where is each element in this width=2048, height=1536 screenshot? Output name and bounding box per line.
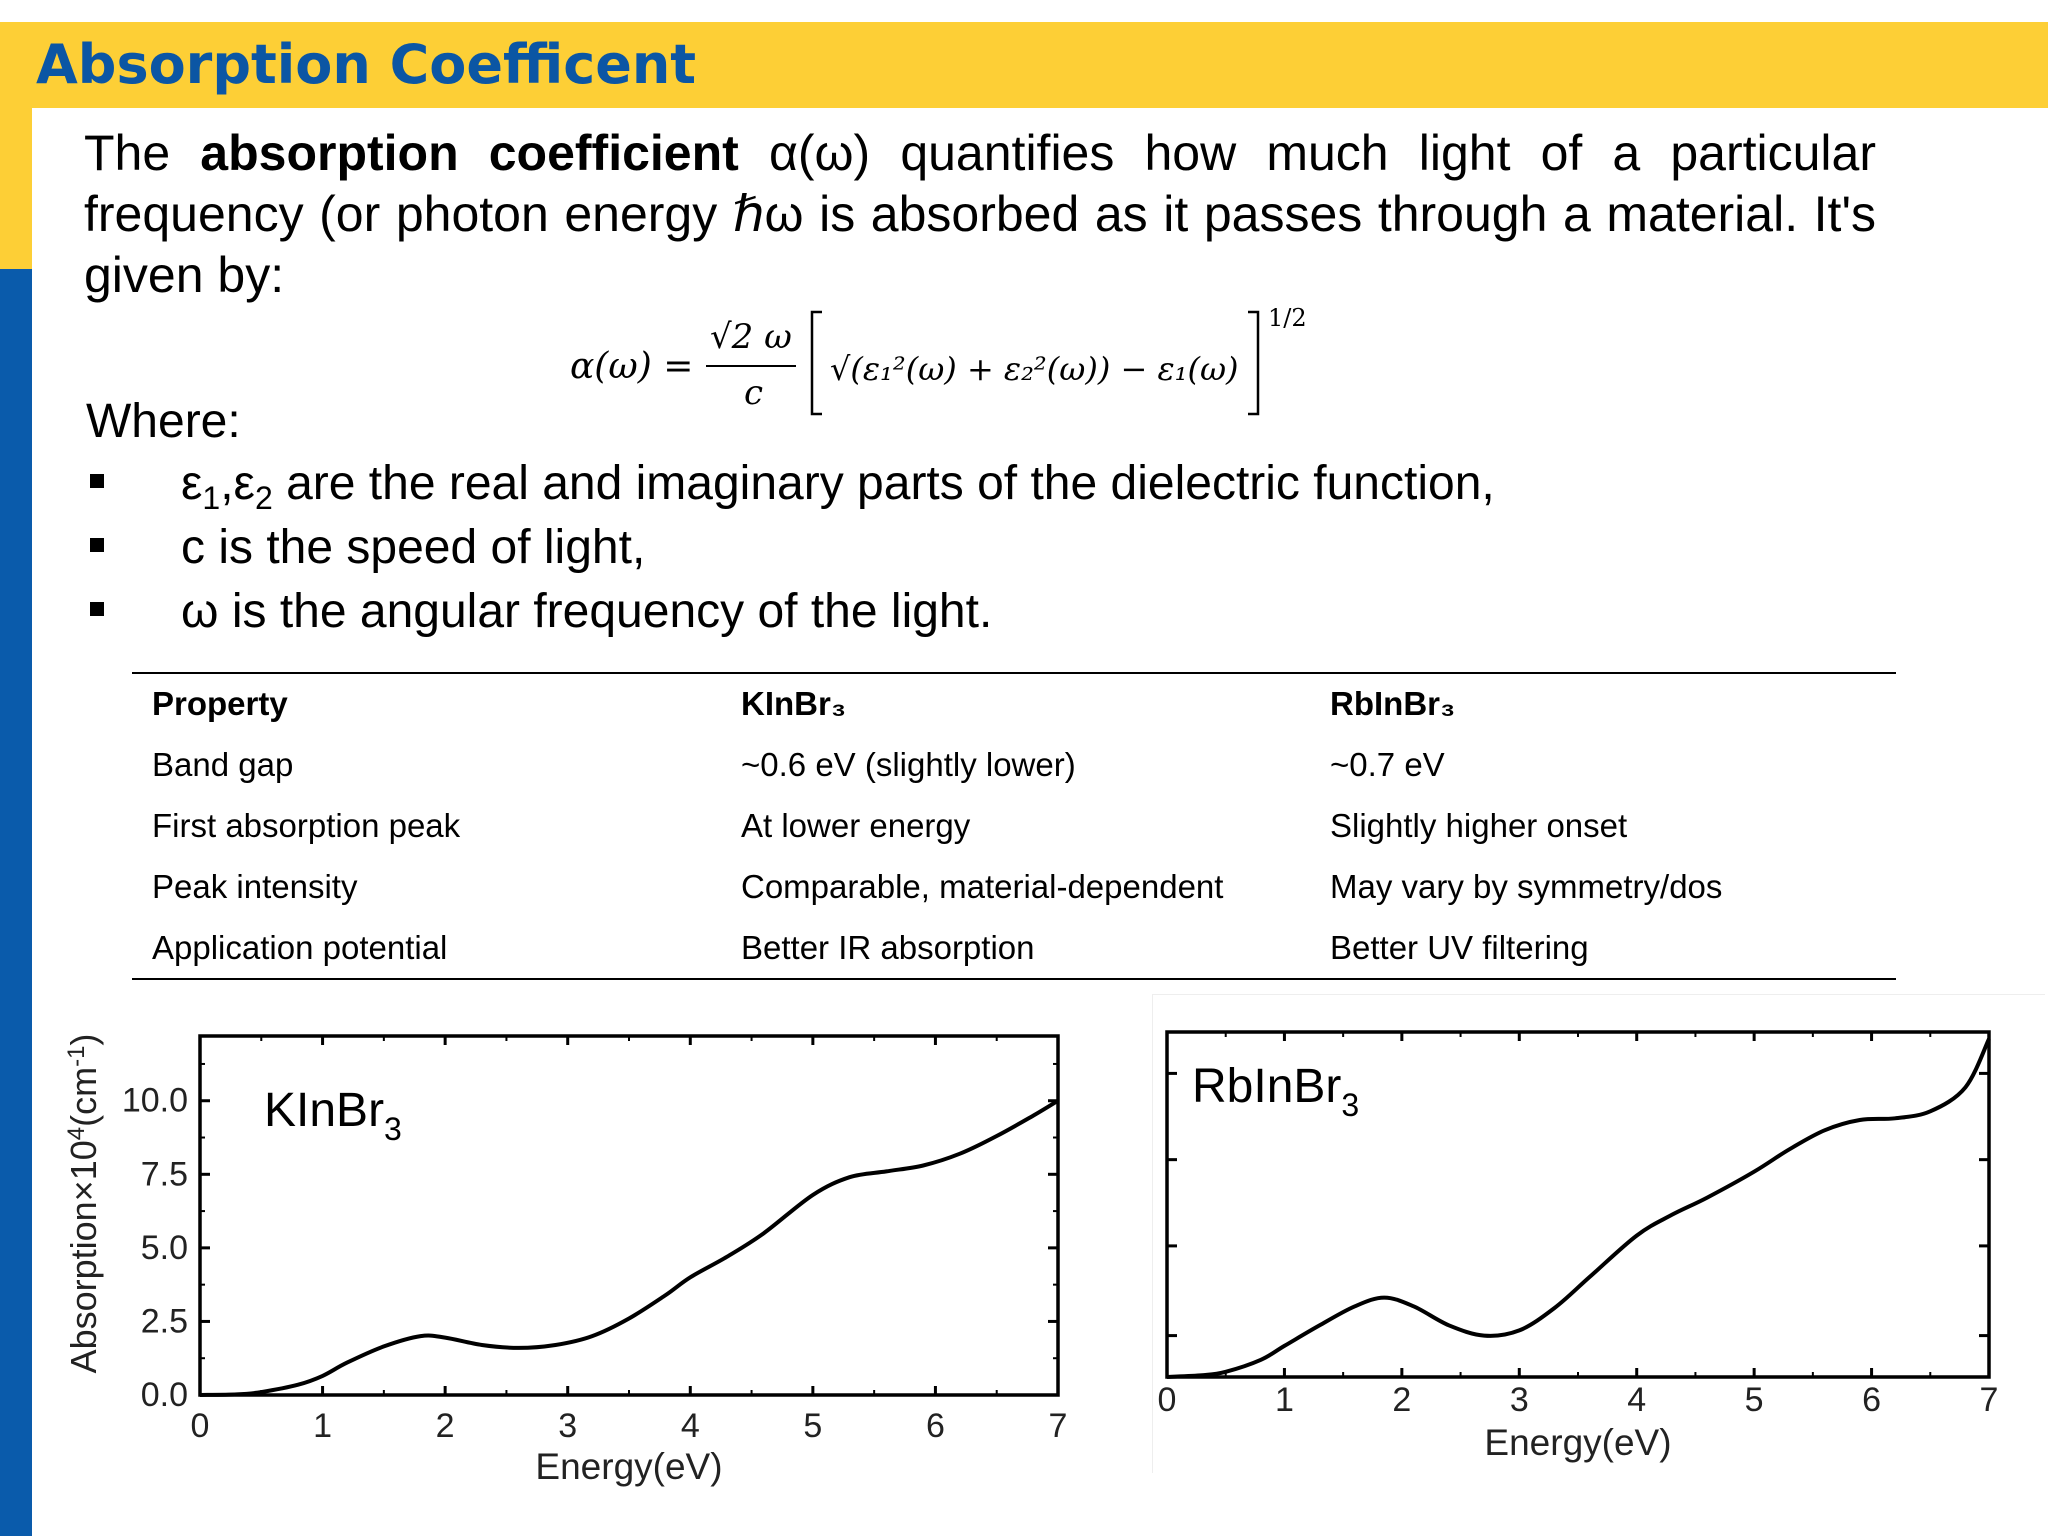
x-tick-label: 3	[1509, 1381, 1529, 1419]
x-axis-label: Energy(eV)	[1484, 1422, 1672, 1463]
table-cell: Comparable, material-dependent	[741, 867, 1224, 905]
kinbr3-chart-svg	[56, 1016, 1086, 1496]
x-tick-label: 0	[190, 1407, 210, 1445]
x-tick-label: 4	[1627, 1381, 1647, 1419]
y-axis-label: $Absorption\times 10^4(cm^{-1})$	[63, 1033, 104, 1374]
intro-paragraph	[84, 123, 1876, 306]
x-tick-label: 2	[435, 1407, 455, 1445]
formula-bracket-content: √(ε₁²(ω) + ε₂²(ω)) − ε₁(ω)	[830, 350, 1239, 388]
x-axis-label: Energy(eV)	[535, 1446, 723, 1487]
bullet-square-icon	[90, 538, 104, 552]
rbinbr3-chart-svg	[1140, 1000, 2020, 1480]
material-label: RbInBr$_3$	[1192, 1060, 1360, 1123]
x-tick-label: 4	[680, 1407, 700, 1445]
table-cell: Slightly higher onset	[1330, 806, 1628, 844]
y-tick-label: 7.5	[140, 1155, 188, 1194]
intro-bold-term: absorption coefficient	[200, 125, 739, 181]
formula-exponent: 1/2	[1268, 304, 1307, 332]
table-cell: Peak intensity	[152, 867, 358, 905]
x-tick-label: 5	[1744, 1381, 1764, 1419]
table-row	[132, 734, 1896, 795]
table-row	[132, 795, 1896, 856]
where-label: Where:	[86, 395, 241, 448]
absorption-formula	[560, 296, 1320, 426]
table-row	[132, 856, 1896, 917]
x-tick-label: 3	[558, 1407, 578, 1445]
table-cell: First absorption peak	[152, 806, 461, 844]
accent-bar-blue	[0, 269, 32, 1536]
absorption-curve	[200, 1101, 1058, 1395]
table-cell: ~0.7 eV	[1330, 745, 1445, 783]
table-cell: Band gap	[152, 745, 294, 783]
formula-lhs: α(ω) =	[570, 346, 694, 387]
table-cell: Better IR absorption	[741, 928, 1035, 966]
y-tick-label: 0.0	[140, 1376, 188, 1414]
bullet-square-icon	[90, 474, 104, 488]
comparison-table	[132, 672, 1896, 980]
table-cell: Application potential	[152, 928, 448, 966]
intro-text-start: The	[84, 125, 201, 181]
bullet-square-icon	[90, 602, 104, 616]
x-tick-label: 7	[1048, 1407, 1068, 1445]
formula-denominator: c	[744, 373, 764, 413]
slide-title: Absorption Coefficent	[36, 33, 697, 96]
kinbr3-absorption-chart	[56, 1016, 1086, 1496]
x-tick-label: 1	[313, 1407, 333, 1445]
table-cell: May vary by symmetry/dos	[1330, 867, 1723, 905]
table-cell: ~0.6 eV (slightly lower)	[741, 745, 1076, 783]
column-header: KInBr₃	[741, 685, 847, 722]
rbinbr3-absorption-chart	[1140, 1000, 2020, 1480]
x-tick-label: 5	[803, 1407, 823, 1445]
material-label: KInBr$_3$	[264, 1084, 402, 1147]
x-tick-label: 0	[1157, 1381, 1177, 1419]
table-header-row	[132, 673, 1896, 734]
table-cell: At lower energy	[741, 806, 971, 844]
x-tick-label: 7	[1979, 1381, 1999, 1419]
x-tick-label: 2	[1392, 1381, 1412, 1419]
column-header: Property	[152, 685, 288, 722]
formula-numerator: √2 ω	[710, 317, 792, 357]
intro-text-rest: α(ω) quantifies how much light of a particular frequency (or photon energy ℏω is absorbed as it passes through a material. It's given by:	[84, 125, 1877, 303]
table-row	[132, 917, 1896, 979]
x-tick-label: 1	[1274, 1381, 1294, 1419]
x-tick-label: 6	[1862, 1381, 1882, 1419]
column-header: RbInBr₃	[1330, 685, 1456, 722]
y-tick-label: 2.5	[140, 1302, 188, 1341]
y-tick-label: 5.0	[140, 1228, 188, 1267]
table-cell: Better UV filtering	[1330, 928, 1589, 966]
y-tick-label: 10.0	[121, 1081, 188, 1120]
accent-bar-yellow	[0, 22, 32, 269]
x-tick-label: 6	[925, 1407, 945, 1445]
